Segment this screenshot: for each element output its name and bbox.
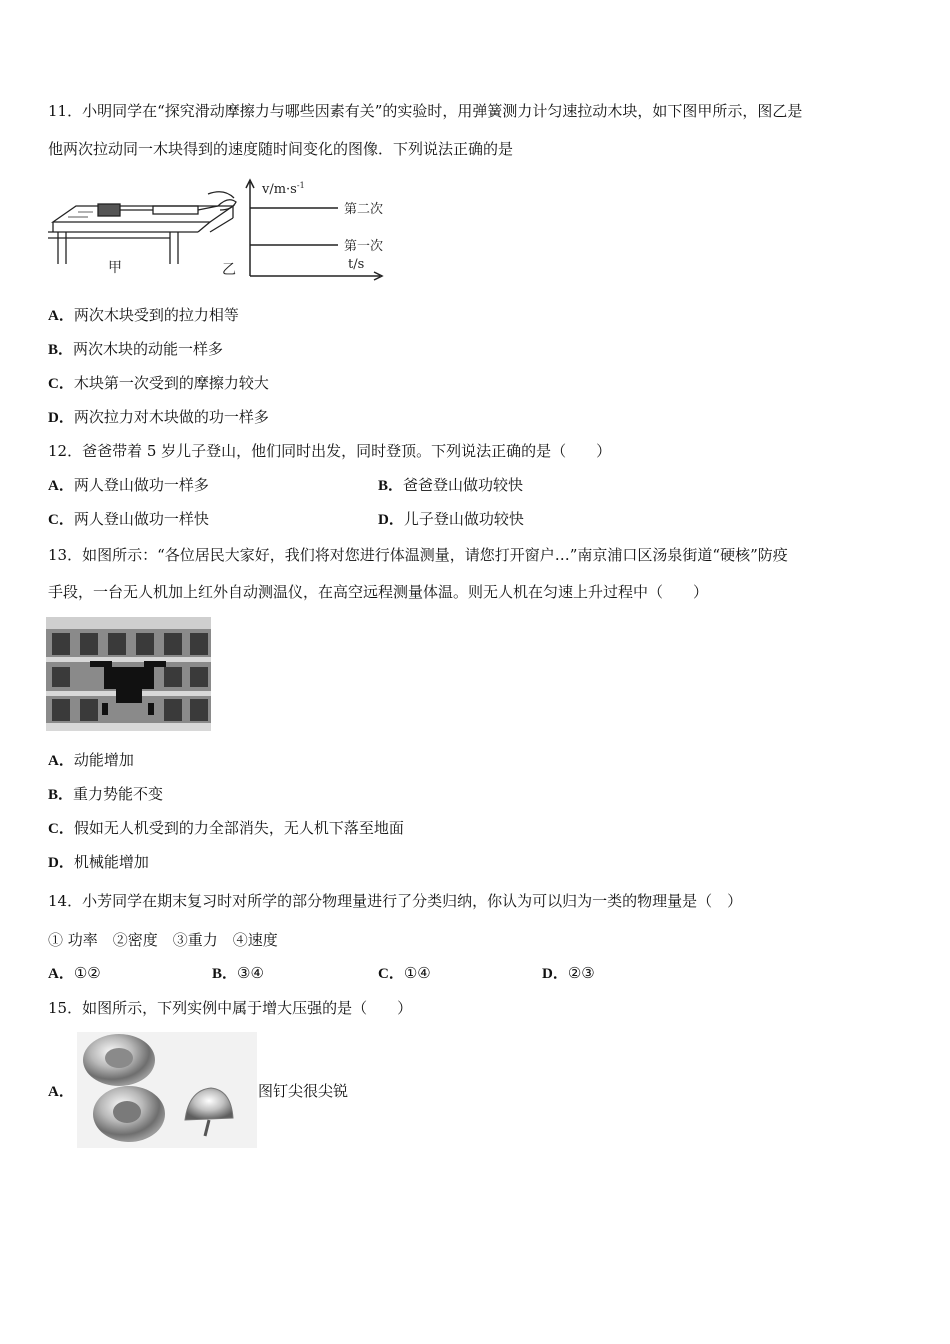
q13-option-b: B．重力势能不变	[48, 785, 164, 803]
fig-label-yi: 乙	[222, 262, 236, 278]
q14-stem: 14．小芳同学在期末复习时对所学的部分物理量进行了分类归纳，你认为可以归为一类的物理量是（ ）	[48, 892, 743, 910]
q11-option-a: A．两次木块受到的拉力相等	[48, 306, 239, 324]
q11-option-d: D．两次拉力对木块做的功一样多	[48, 408, 269, 426]
table-apparatus-figure	[48, 192, 236, 264]
q12-option-b: B．爸爸登山做功较快	[378, 476, 524, 494]
q14-option-c: C．①④	[378, 964, 431, 982]
q11-figure	[48, 176, 398, 282]
q11-option-b: B．两次木块的动能一样多	[48, 340, 224, 358]
q12-stem: 12．爸爸带着 5 岁儿子登山，他们同时出发，同时登顶。下列说法正确的是（ ）	[48, 442, 612, 460]
fig-label-jia: 甲	[108, 260, 122, 276]
q12-option-d: D．儿子登山做功较快	[378, 510, 524, 528]
q11-stem-line2: 他两次拉动同一木块得到的速度随时间变化的图像．下列说法正确的是	[48, 140, 514, 158]
series-label-second: 第二次	[344, 202, 384, 217]
q13-stem-line1: 13．如图所示：“各位居民大家好，我们将对您进行体温测量，请您打开窗户…”南京浦口区汤泉街道“硬核”防疫	[48, 546, 788, 564]
y-axis-label: $v/m\cdot s^{-1}$	[262, 181, 305, 197]
q13-option-d: D．机械能增加	[48, 853, 149, 871]
q15-stem: 15．如图所示，下列实例中属于增大压强的是（ ）	[48, 999, 413, 1017]
q13-option-c: C．假如无人机受到的力全部消失，无人机下落至地面	[48, 819, 404, 837]
q11-option-c: C．木块第一次受到的摩擦力较大	[48, 374, 269, 392]
thumbtack-photo	[77, 1032, 257, 1148]
series-label-first: 第一次	[344, 239, 384, 254]
q14-option-d: D．②③	[542, 964, 595, 982]
q14-items: ① 功率 ②密度 ③重力 ④速度	[48, 931, 278, 949]
q15-option-a-label: A．	[48, 1084, 74, 1100]
q14-option-a: A．①②	[48, 964, 101, 982]
x-axis-label: t/s	[348, 257, 365, 272]
q14-option-b: B．③④	[212, 964, 264, 982]
q15-option-a-text: 图钉尖很尖锐	[258, 1082, 349, 1100]
q13-stem-line2: 手段，一台无人机加上红外自动测温仪，在高空远程测量体温。则无人机在匀速上升过程中（ ）	[48, 583, 709, 601]
q11-stem-line1: 11．小明同学在“探究滑动摩擦力与哪些因素有关”的实验时，用弹簧测力计匀速拉动木块，如下图甲所示，图乙是	[48, 102, 803, 120]
drone-building-photo	[46, 617, 211, 731]
q12-option-c: C．两人登山做功一样快	[48, 510, 209, 528]
q12-option-a: A．两人登山做功一样多	[48, 476, 209, 494]
q13-option-a: A．动能增加	[48, 751, 134, 769]
